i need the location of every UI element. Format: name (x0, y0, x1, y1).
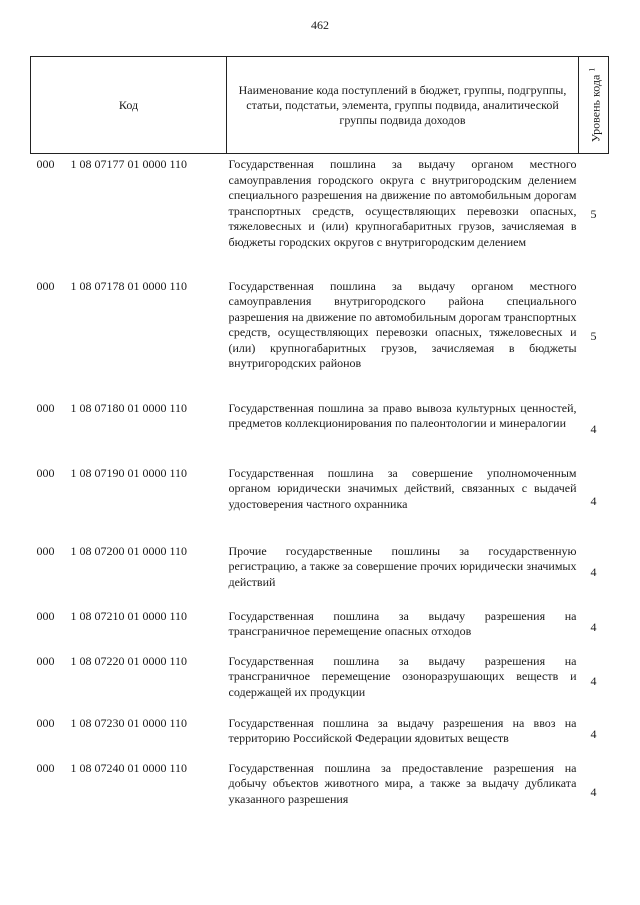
code-level: 4 (590, 784, 597, 799)
revenue-name: Государственная пошлина за выдачу разрешения на трансграничное перемещение опасных отходов (228, 608, 577, 639)
table-row (31, 154, 609, 276)
revenue-name: Государственная пошлина за совершение уполномоченным органом юридически значимых действий, связанных с выдачей удостоверения частного охранника (228, 465, 577, 511)
admin-code: 000 (36, 278, 55, 293)
revenue-code: 1 08 07177 01 0000 110 (70, 157, 188, 171)
revenue-name: Государственная пошлина за выдачу органом местного самоуправления городского округа с внутригородским делением специального разрешения на движение по автомобильным дорогам транспортных средств, осуществляющих перевозки опасных, тяжеловесных и (или) крупногабаритных грузов, зачисляемая в бюджеты городских округов с внутригородским делением (228, 157, 577, 249)
admin-code: 000 (36, 608, 55, 623)
revenue-name: Прочие государственные пошлины за государственную регистрацию, а также за совершение прочих юридически значимых действий (228, 543, 577, 589)
revenue-name: Государственная пошлина за выдачу органом местного самоуправления внутригородского района специального разрешения на движение по автомобильным дорогам транспортных средств, осуществляющих перевозки опасных, тяжеловесных и (или) крупногабаритных грузов, зачисляемая в бюджеты внутригородских районов (228, 278, 577, 371)
revenue-code: 1 08 07220 01 0000 110 (70, 653, 188, 668)
revenue-name: Государственная пошлина за выдачу разрешения на трансграничное перемещение озоноразрушающих веществ и содержащей их продукции (228, 653, 577, 699)
code-cell (31, 651, 227, 713)
code-level: 4 (590, 565, 597, 580)
table-header (31, 57, 609, 154)
revenue-code: 1 08 07200 01 0000 110 (70, 543, 188, 558)
header-level (579, 57, 609, 154)
revenue-code: 1 08 07180 01 0000 110 (70, 400, 188, 415)
table-row (31, 541, 609, 606)
table-row (31, 758, 609, 828)
revenue-name: Государственная пошлина за предоставление разрешения на добычу объектов животного мира, а также за выдачу дубликата указанного разрешения (228, 760, 577, 806)
code-level: 4 (590, 620, 597, 635)
code-level: 5 (590, 328, 597, 343)
header-level-label: Уровень кода (588, 74, 602, 143)
header-code: Код (31, 57, 227, 154)
revenue-code: 1 08 07230 01 0000 110 (70, 715, 188, 730)
revenue-name: Государственная пошлина за право вывоза культурных ценностей, предметов коллекционирования по палеонтологии и минералогии (228, 400, 577, 431)
admin-code: 000 (36, 157, 55, 171)
code-cell (31, 276, 227, 398)
revenue-code: 1 08 07190 01 0000 110 (70, 465, 188, 480)
admin-code: 000 (36, 465, 55, 480)
code-cell (31, 758, 227, 828)
code-level: 4 (590, 422, 597, 437)
header-level-text (584, 68, 603, 143)
code-cell (31, 154, 227, 276)
table-row (31, 398, 609, 463)
code-level: 5 (590, 206, 597, 221)
table-row (31, 276, 609, 398)
table-row (31, 713, 609, 758)
header-name: Наименование кода поступлений в бюджет, группы, подгруппы, статьи, подстатьи, элемента, группы подвида, аналитической группы подвида доходов (227, 57, 579, 154)
code-level: 4 (590, 493, 597, 508)
code-level: 4 (590, 673, 597, 688)
code-cell (31, 606, 227, 651)
revenue-code: 1 08 07210 01 0000 110 (70, 608, 188, 623)
table-row (31, 463, 609, 541)
code-cell (31, 713, 227, 758)
revenue-code: 1 08 07240 01 0000 110 (70, 760, 188, 775)
table-row (31, 651, 609, 713)
code-cell (31, 463, 227, 541)
revenue-code: 1 08 07178 01 0000 110 (70, 278, 188, 293)
table-row (31, 606, 609, 651)
footnote-mark: 1 (587, 67, 596, 72)
admin-code: 000 (36, 653, 55, 668)
revenue-name: Государственная пошлина за выдачу разрешения на ввоз на территорию Российской Федерации ядовитых веществ (228, 715, 577, 746)
admin-code: 000 (36, 400, 55, 415)
page-number: 462 (311, 18, 329, 32)
table-body (31, 154, 609, 828)
code-cell (31, 398, 227, 463)
admin-code: 000 (36, 543, 55, 558)
code-cell (31, 541, 227, 606)
budget-code-table (30, 56, 609, 828)
admin-code: 000 (36, 715, 55, 730)
code-level: 4 (590, 727, 597, 742)
admin-code: 000 (36, 760, 55, 775)
